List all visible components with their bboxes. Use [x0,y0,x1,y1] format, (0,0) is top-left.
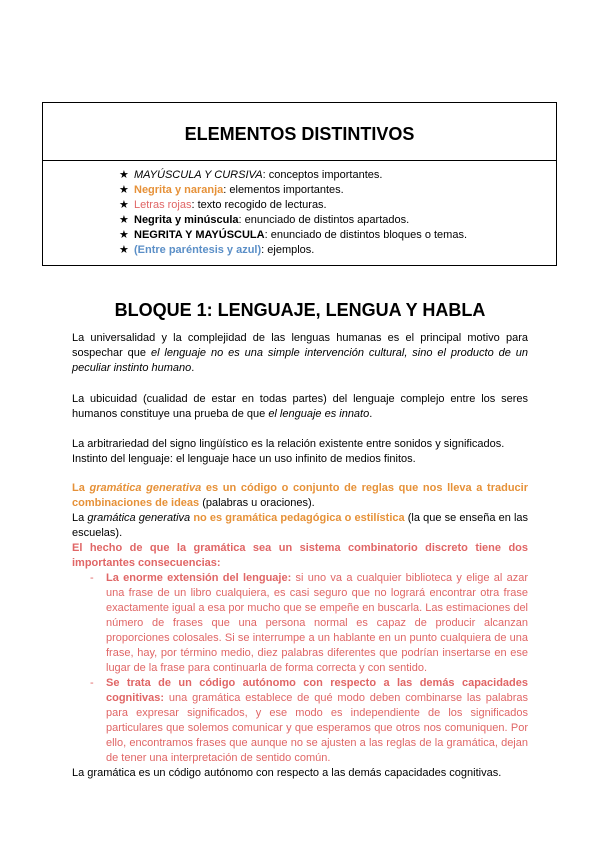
legend-item [119,198,556,213]
text-run: (palabras u oraciones). [199,497,315,509]
legend-item [119,183,556,198]
concept-run: el lenguaje es innato [268,408,370,420]
legend-item-styled: (Entre paréntesis y azul) [134,244,262,256]
legend-item-styled: MAYÚSCULA Y CURSIVA [134,169,263,181]
important-run: La [72,482,90,494]
dash-icon: - [90,677,94,689]
star-icon: ★ [119,244,129,256]
list-item-body: si uno va a cualquier biblioteca y elige al azar una frase de un libro cualquiera, es casi seguro que no logrará encontrar otra frase exactamente igual a esa por mucho que se empeñe en buscarla. Las estimaciones del número de frases que una persona normal es capaz de producir alcanzan proporciones colosales. Si se interrumpe a un hablante en un punto cualquiera de una frase, hay, por término medio, diez palabras diferentes que podrían insertarse en ese lugar de la frase para continuarla de forma correcta y con sentido. [106,572,528,674]
legend-item [119,168,556,183]
legend-item-styled: Negrita y naranja [134,184,224,196]
legend-item-text: : ejemplos. [261,244,315,256]
star-icon: ★ [119,199,129,211]
legend-item-text: : enunciado de distintos apartados. [238,214,410,226]
text-run: La universalidad y la complejidad de las lenguas humanas es el principal motivo para sospechar que [72,332,528,359]
paragraph-ubicuidad [72,392,528,422]
legend-item-text: : enunciado de distintos bloques o temas. [264,229,468,241]
legend-box [42,102,557,266]
paragraph-arbitrariedad [72,437,528,467]
text-run: (la que se enseña en las escuelas). [72,512,529,539]
dash-icon: - [90,572,94,584]
text-run: . [191,362,195,374]
text-run: La [72,512,88,524]
legend-item-text: : conceptos importantes. [262,169,383,181]
reading-heading: El hecho de que la gramática sea un sistema combinatorio discreto tiene dos importantes consecuencias: [72,542,528,569]
legend-item-text: : elementos importantes. [223,184,344,196]
star-icon: ★ [119,214,129,226]
important-run: es un código o conjunto de reglas que nos lleva a traducir combinaciones de ideas [72,482,528,509]
legend-item [119,213,556,228]
list-item-head: La enorme extensión del lenguaje: [106,572,292,584]
legend-title: ELEMENTOS DISTINTIVOS [43,103,556,161]
legend-list [43,161,556,258]
legend-item [119,228,556,243]
legend-item-styled: Negrita y minúscula [134,214,239,226]
star-icon: ★ [119,229,129,241]
star-icon: ★ [119,184,129,196]
text-line: La arbitrariedad del signo lingüístico es la relación existente entre sonidos y significados. [72,438,505,450]
text-line: La gramática es un código autónomo con respecto a las demás capacidades cognitivas. [72,767,502,779]
legend-item [119,243,556,258]
block-title: BLOQUE 1: LENGUAJE, LENGUA Y HABLA [114,300,486,320]
list-item [90,676,528,766]
paragraph-universalidad [72,331,528,376]
concept-run: gramática generativa [87,512,191,524]
list-item-head: Se trata de un código autónomo con respecto a las demás capacidades cognitivas: [106,677,528,704]
list-item [90,571,528,676]
important-run: no es gramática pedagógica o estilística [190,512,405,524]
concept-run: el lenguaje no es una simple intervención cultural, sino el producto de un peculiar instinto humano [72,347,529,374]
star-icon: ★ [119,169,129,181]
consequence-list [72,571,528,766]
legend-item-styled: Letras rojas [134,199,192,211]
text-line: Instinto del lenguaje: el lenguaje hace un uso infinito de medios finitos. [72,453,416,465]
text-run: . [369,408,373,420]
text-run: La ubicuidad (cualidad de estar en todas partes) del lenguaje complejo entre los seres humanos constituye una prueba de que [72,393,528,420]
legend-item-text: : texto recogido de lecturas. [191,199,327,211]
section-gramatica [72,481,528,781]
concept-run: gramática generativa [89,482,202,494]
list-item-body: una gramática establece de qué modo deben combinarse las palabras para expresar significados, y ese modo es independiente de los significados particulares que solemos comunicar y que esperamos que otros nos comuniquen. Por ello, encontramos frases que aunque no se ajusten a las reglas de la gramática, dejan de tener una interpretación de sentido común. [106,692,528,764]
legend-item-styled: NEGRITA Y MAYÚSCULA [134,229,265,241]
